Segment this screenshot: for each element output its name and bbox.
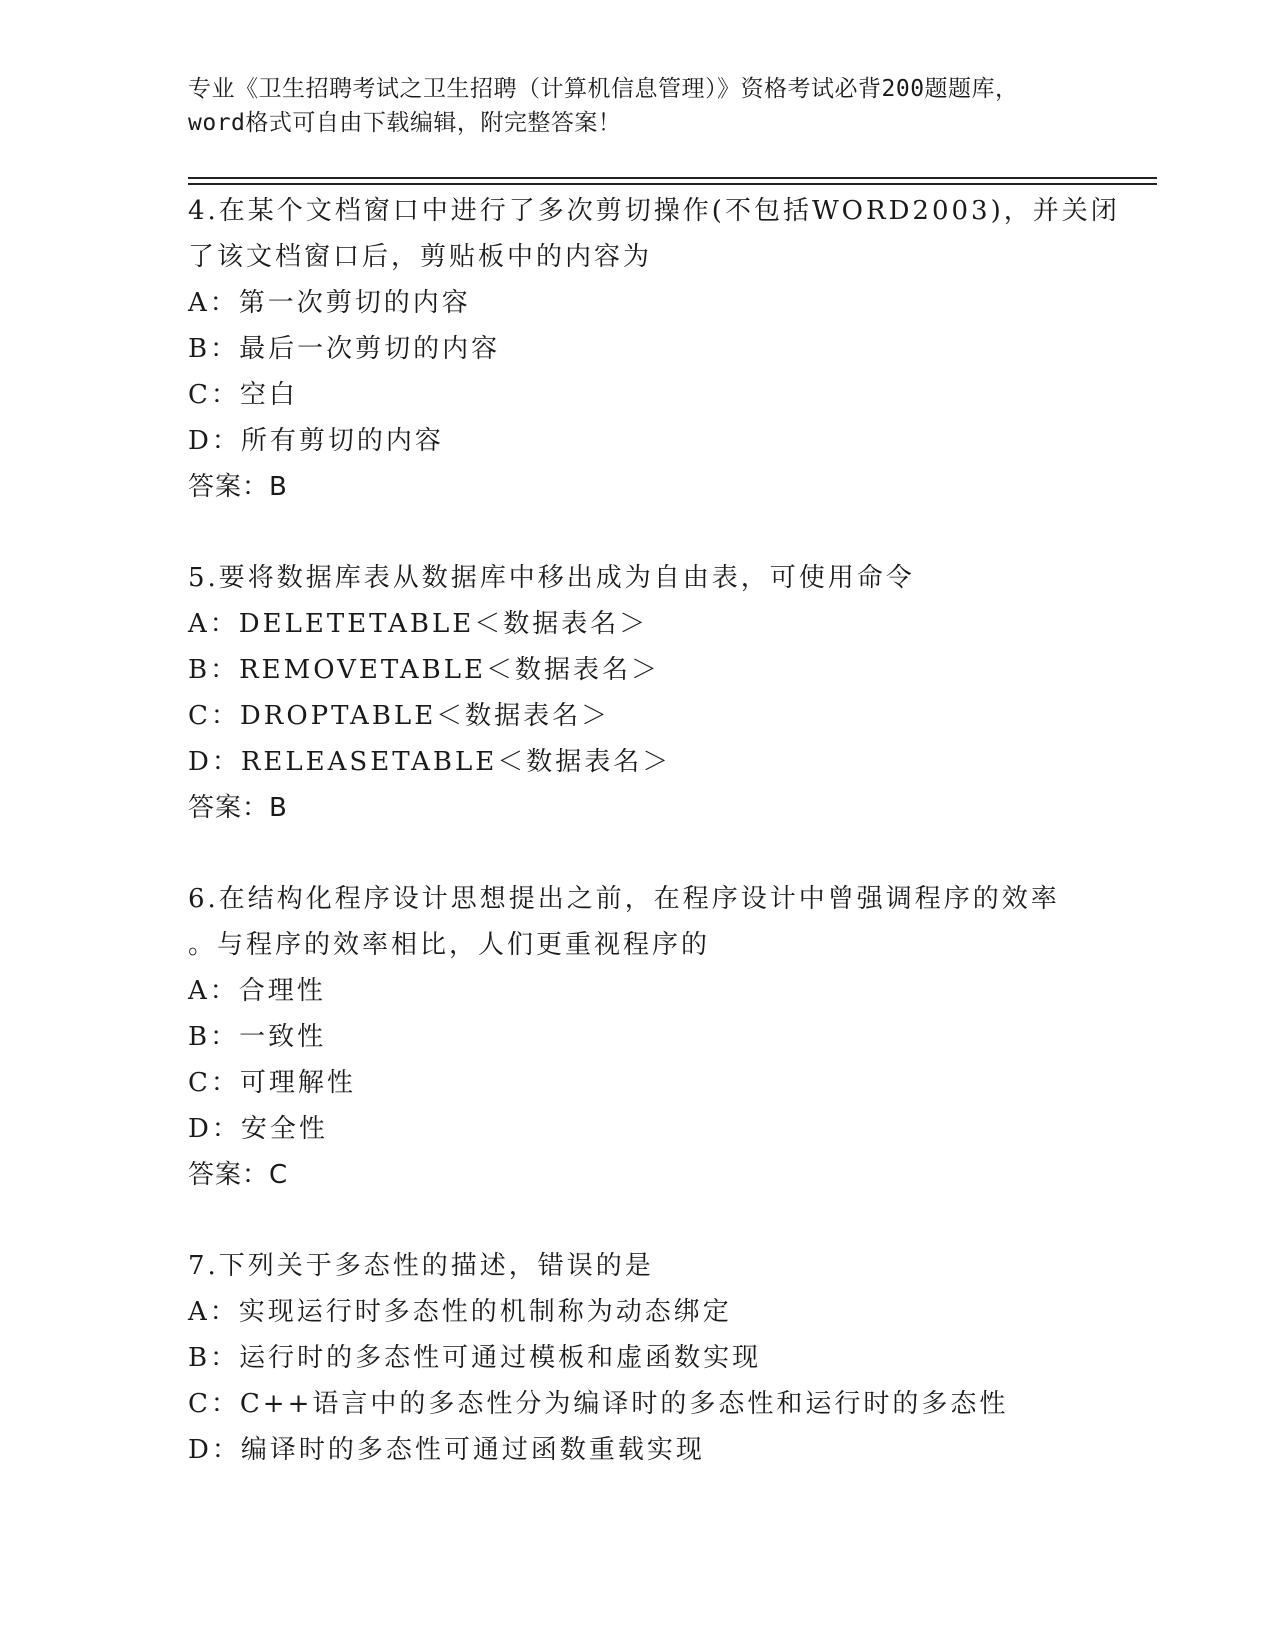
- option-d: D：编译时的多态性可通过函数重载实现: [188, 1435, 705, 1465]
- option-c: C：可理解性: [188, 1068, 356, 1098]
- question-stem-line: 6.在结构化程序设计思想提出之前，在程序设计中曾强调程序的效率: [188, 884, 1060, 914]
- option-b: B：一致性: [188, 1022, 327, 1052]
- question-stem: [188, 188, 1120, 280]
- question-list: [188, 188, 1120, 1518]
- question-7: [188, 1243, 1088, 1473]
- header-divider-bottom: [188, 183, 1157, 185]
- question-stem: [188, 876, 1088, 968]
- header-title-line-2: word格式可自由下载编辑，附完整答案！: [188, 110, 622, 136]
- question-stem-line: 5.要将数据库表从数据库中移出成为自由表，可使用命令: [188, 563, 915, 593]
- option-b: B：REMOVETABLE＜数据表名＞: [188, 655, 660, 685]
- option-d: D：所有剪切的内容: [188, 426, 444, 456]
- option-a: A：DELETETABLE＜数据表名＞: [188, 609, 649, 639]
- option-d: D：安全性: [188, 1114, 328, 1144]
- option-a: A：第一次剪切的内容: [188, 288, 471, 318]
- question-stem-line: 4.在某个文档窗口中进行了多次剪切操作(不包括WORD2003)，并关闭: [188, 196, 1120, 226]
- question-stem: [188, 1243, 1088, 1289]
- question-stem-line: 7.下列关于多态性的描述，错误的是: [188, 1251, 654, 1281]
- question-5: [188, 555, 1088, 831]
- document-header: [188, 72, 1088, 140]
- option-b: B：运行时的多态性可通过模板和虚函数实现: [188, 1343, 762, 1373]
- option-c: C：DROPTABLE＜数据表名＞: [188, 701, 611, 731]
- option-a: A：合理性: [188, 976, 326, 1006]
- question-stem-line: 了该文档窗口后，剪贴板中的内容为: [188, 242, 653, 272]
- option-b: B：最后一次剪切的内容: [188, 334, 501, 364]
- header-divider-top: [188, 177, 1157, 179]
- option-d: D：RELEASETABLE＜数据表名＞: [188, 747, 672, 777]
- question-stem: [188, 555, 1088, 601]
- option-a: A：实现运行时多态性的机制称为动态绑定: [188, 1297, 732, 1327]
- option-c: C：C++语言中的多态性分为编译时的多态性和运行时的多态性: [188, 1389, 1009, 1419]
- question-6: [188, 876, 1088, 1198]
- header-title-line-1: 专业《卫生招聘考试之卫生招聘（计算机信息管理）》资格考试必背200题题库，: [188, 76, 1019, 102]
- question-4: [188, 188, 1120, 510]
- option-c: C：空白: [188, 380, 298, 410]
- answer-label: 答案：B: [188, 472, 288, 502]
- answer-label: 答案：C: [188, 1160, 289, 1190]
- answer-label: 答案：B: [188, 793, 288, 823]
- question-stem-line: 。与程序的效率相比，人们更重视程序的: [188, 930, 711, 960]
